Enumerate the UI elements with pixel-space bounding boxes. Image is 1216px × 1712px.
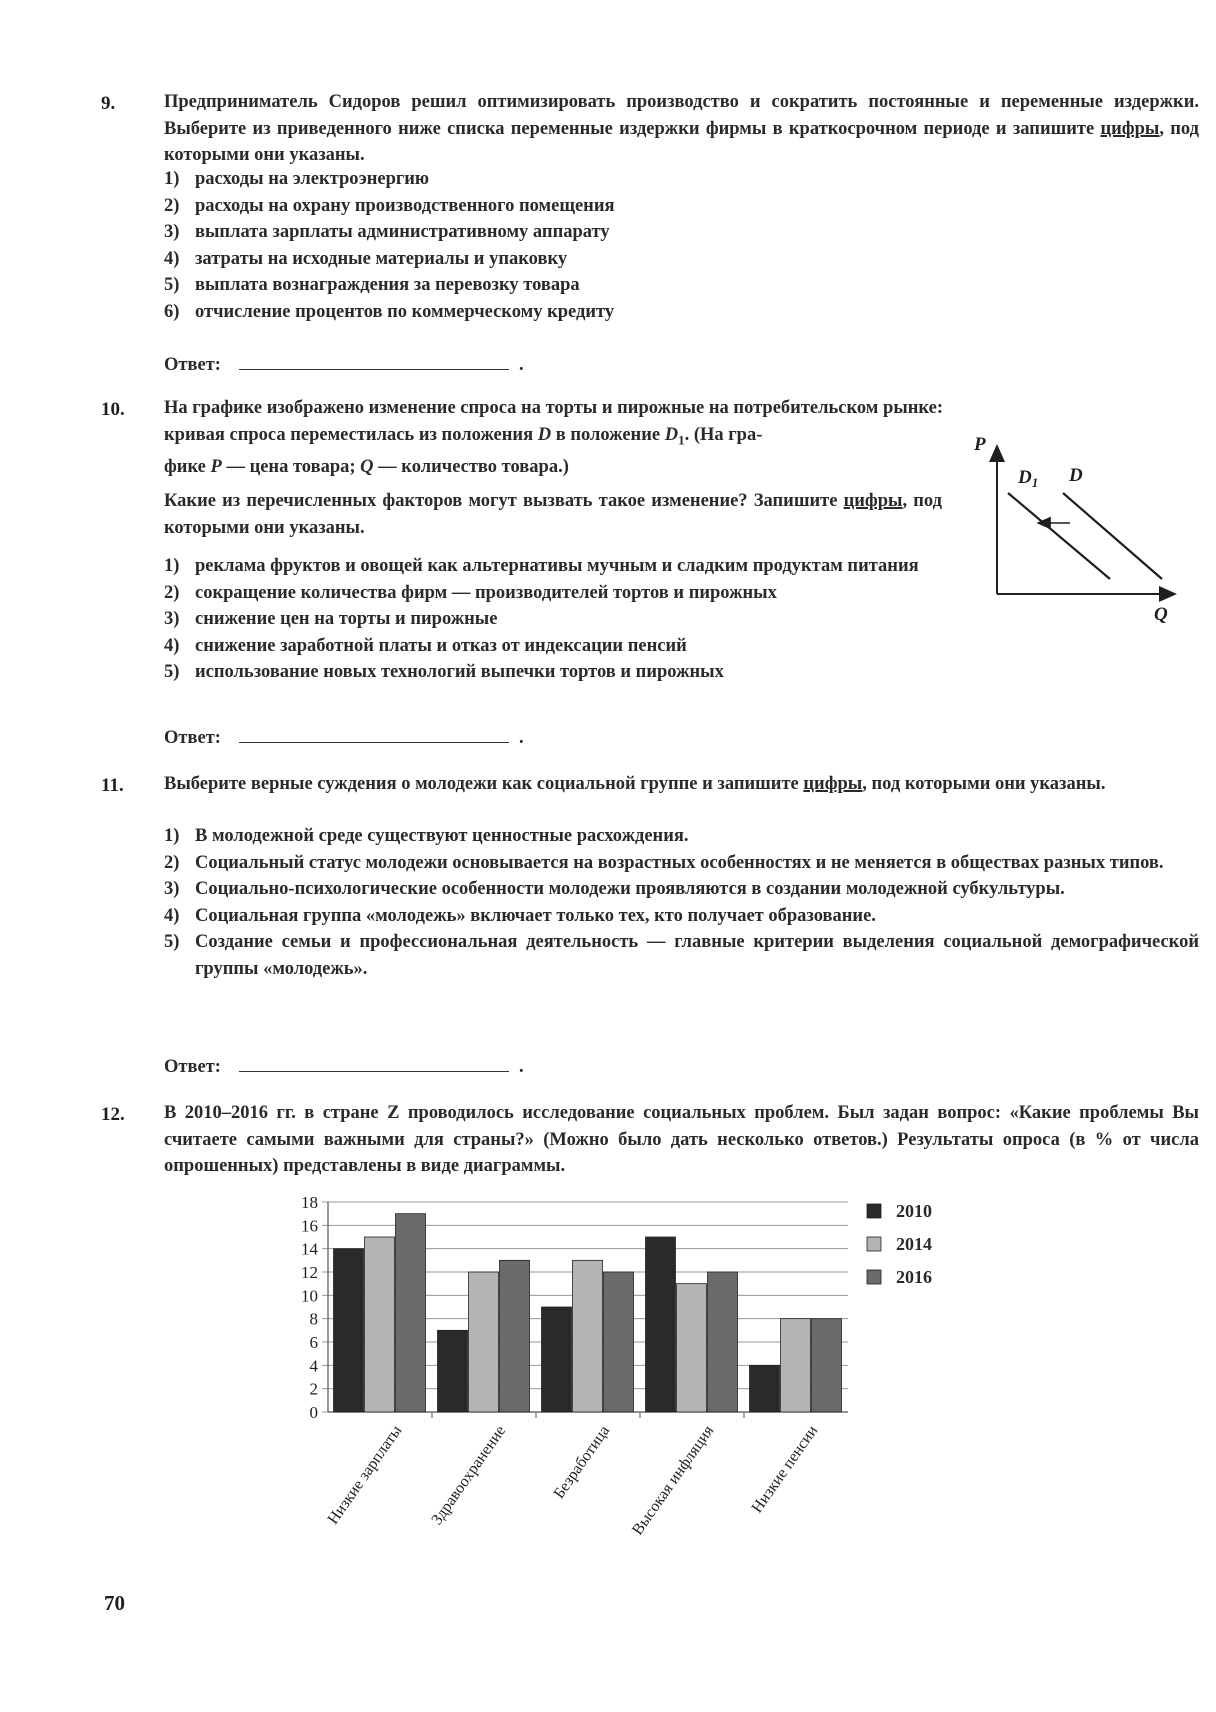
option-item: [164, 553, 942, 580]
question-text-part: . (На гра-: [684, 424, 763, 445]
question-text-part: — цена товара;: [221, 456, 361, 477]
y-tick-label: 14: [301, 1239, 318, 1259]
x-tick-label: Низкие пенсии: [748, 1422, 822, 1517]
option-text: выплата зарплаты административному аппарату: [195, 222, 610, 242]
option-text: затраты на исходные материалы и упаковку: [195, 248, 568, 269]
bar-2010: [750, 1365, 780, 1412]
option-item: [164, 876, 1199, 903]
option-text: Социальный статус молодежи основывается на возрастных особенностях и не меняется в обществах разных типов.: [195, 852, 1164, 873]
symbol-d: D: [537, 424, 552, 445]
bar-2016: [812, 1319, 842, 1412]
option-item: [164, 272, 1199, 299]
chart-x-labels: [325, 1422, 822, 1538]
option-item: [164, 823, 1199, 850]
y-tick-label: 12: [301, 1263, 318, 1282]
question-text-part: , под которыми они указаны.: [164, 118, 1199, 165]
chart-legend: [867, 1201, 932, 1287]
answer-dot: .: [518, 728, 524, 748]
option-text: использование новых технологий выпечки тортов и пирожных: [195, 662, 724, 682]
question-text: В 2010–2016 гг. в стране Z проводилось исследование социальных проблем. Был задан вопрос: «Какие проблемы Вы считаете самыми важными для страны?» (Можно было дать несколько ответов.) Результаты опроса (в % от числа опрошенных) представлены в виде диаграммы.: [164, 1103, 1199, 1176]
y-tick-label: 2: [309, 1379, 318, 1399]
survey-bar-chart: [270, 1190, 1040, 1585]
option-number: 2): [164, 195, 180, 216]
option-number: 2): [164, 582, 180, 603]
p-axis-label: P: [974, 436, 986, 455]
question-text-part: Выберите верные суждения о молодежи как социальной группе и запишите: [164, 774, 804, 794]
option-item: [164, 299, 1199, 326]
symbol-d1: D: [664, 424, 679, 445]
page-number: 70: [104, 1591, 125, 1615]
chart-bars: [334, 1214, 842, 1412]
demand-curve-d: [1063, 493, 1162, 579]
demand-curve-d1: [1008, 493, 1110, 579]
option-text: Социальная группа «молодежь» включает только тех, кто получает образование.: [195, 905, 876, 926]
y-tick-label: 8: [309, 1309, 318, 1329]
label-d1-subscript: 1: [1031, 475, 1039, 490]
option-text: Социально-психологические особенности молодежи проявляются в создании молодежной субкультуры.: [195, 879, 1065, 899]
y-tick-label: 10: [301, 1286, 318, 1306]
label-d: D: [1069, 465, 1083, 486]
question-text: [164, 89, 1199, 169]
option-item: [164, 850, 1199, 877]
y-tick-label: 18: [301, 1193, 318, 1212]
bar-2014: [573, 1260, 603, 1412]
option-text: снижение заработной платы и отказ от индексации пенсий: [195, 635, 687, 656]
option-item: [164, 166, 1199, 193]
question-text-part: кривая спроса переместилась из положения: [164, 424, 538, 445]
question-text-part: Предприниматель Сидоров решил оптимизировать производство и сократить постоянные и переменные издержки. Выберите из приведенного ниже списка переменные издержки фирмы в краткосрочном периоде и запишите: [164, 92, 1199, 139]
legend-label: 2016: [896, 1267, 932, 1287]
option-number: 4): [164, 635, 180, 656]
question-text-line: На графике изображено изменение спроса на торты и пирожные на потребительском рынке:: [164, 398, 943, 418]
question-text-part: Какие из перечисленных факторов могут вызвать такое изменение? Запишите: [164, 491, 844, 511]
option-text: расходы на электроэнергию: [195, 169, 430, 189]
option-number: 1): [164, 169, 180, 189]
answer-label: Ответ:: [164, 1057, 221, 1077]
question-text: [164, 771, 1199, 798]
bar-2010: [646, 1237, 676, 1412]
legend-swatch: [867, 1204, 881, 1218]
option-number: 5): [164, 932, 180, 952]
legend-swatch: [867, 1237, 881, 1251]
options-list: [164, 823, 1199, 982]
answer-dot: .: [518, 355, 524, 375]
option-text: выплата вознаграждения за перевозку товара: [195, 275, 580, 295]
y-tick-label: 16: [301, 1216, 318, 1236]
legend-label: 2014: [896, 1234, 932, 1254]
question-text-part: — количество товара.): [373, 456, 569, 477]
option-text: расходы на охрану производственного помещения: [195, 195, 615, 216]
x-tick-label: Низкие зарплаты: [324, 1422, 406, 1528]
answer-row: [164, 1053, 524, 1078]
q-axis-label: Q: [1154, 604, 1168, 625]
option-number: 1): [164, 826, 180, 846]
symbol-p: P: [210, 456, 222, 477]
option-item: [164, 659, 1199, 686]
question-text-part: , под которыми они указаны.: [862, 774, 1106, 794]
y-tick-label: 4: [309, 1356, 318, 1376]
label-d1-letter: D: [1018, 467, 1032, 488]
option-text: Создание семьи и профессиональная деятельность — главные критерии выделения социальной демографической группы «молодежь».: [195, 932, 1199, 979]
option-number: 1): [164, 556, 180, 576]
symbol-q: Q: [360, 456, 374, 477]
x-tick-label: Здравоохранение: [428, 1422, 510, 1529]
label-d1: [1017, 467, 1038, 490]
answer-line[interactable]: [239, 724, 509, 743]
y-tick-label: 6: [309, 1333, 318, 1352]
symbol-d1-subscript: 1: [678, 432, 685, 448]
option-item: [164, 193, 1199, 220]
option-number: 3): [164, 879, 180, 899]
bar-2016: [708, 1272, 738, 1412]
answer-row: [164, 724, 524, 749]
option-number: 2): [164, 852, 180, 873]
option-number: 5): [164, 662, 180, 682]
option-text: снижение цен на торты и пирожные: [195, 609, 498, 629]
option-text: отчисление процентов по коммерческому кредиту: [195, 301, 615, 322]
option-number: 6): [164, 301, 180, 322]
question-number: 9.: [101, 93, 116, 114]
answer-line[interactable]: [239, 351, 509, 370]
answer-line[interactable]: [239, 1053, 509, 1072]
chart-y-ticks: [301, 1193, 319, 1422]
option-item: [164, 929, 1199, 982]
question-text-2: [164, 488, 942, 541]
option-number: 4): [164, 248, 180, 269]
question-text-part: фике: [164, 456, 211, 477]
y-tick-label: 0: [309, 1403, 318, 1422]
option-number: 5): [164, 275, 180, 295]
option-item: [164, 580, 942, 607]
bar-2014: [365, 1237, 395, 1412]
question-number: 12.: [101, 1104, 125, 1125]
bar-2016: [500, 1260, 530, 1412]
option-item: [164, 633, 1199, 660]
option-text: сокращение количества фирм — производителей тортов и пирожных: [195, 582, 777, 603]
option-item: [164, 903, 1199, 930]
bar-2014: [469, 1272, 499, 1412]
option-item: [164, 219, 1199, 246]
question-text-line: [164, 422, 944, 454]
option-item: [164, 246, 1199, 273]
option-number: 3): [164, 609, 180, 629]
option-number: 4): [164, 905, 180, 926]
bar-2014: [781, 1319, 811, 1412]
emphasis: цифры: [803, 774, 863, 794]
option-text: В молодежной среде существуют ценностные расхождения.: [195, 826, 689, 846]
legend-label: 2010: [896, 1201, 932, 1221]
answer-row: [164, 351, 524, 376]
bar-2010: [542, 1307, 572, 1412]
emphasis: цифры: [843, 491, 903, 511]
x-tick-label: Высокая инфляция: [629, 1422, 718, 1539]
answer-dot: .: [518, 1057, 524, 1077]
bar-2010: [438, 1330, 468, 1412]
demand-shift-graph: [965, 436, 1185, 636]
option-number: 3): [164, 222, 180, 242]
question-number: 10.: [101, 399, 125, 420]
emphasis: цифры: [1100, 118, 1160, 139]
legend-swatch: [867, 1270, 881, 1284]
answer-label: Ответ:: [164, 355, 221, 375]
options-list: [164, 166, 1199, 325]
bar-2014: [677, 1284, 707, 1412]
question-number: 11.: [101, 775, 124, 796]
x-tick-label: Безработица: [550, 1422, 614, 1502]
answer-label: Ответ:: [164, 728, 221, 748]
bar-2016: [604, 1272, 634, 1412]
option-text: реклама фруктов и овощей как альтернативы мучным и сладким продуктам питания: [195, 556, 919, 576]
bar-2010: [334, 1249, 364, 1412]
question-text-part: , под которыми они указаны.: [164, 491, 942, 538]
bar-2016: [396, 1214, 426, 1412]
question-text-part: в положение: [551, 424, 665, 445]
